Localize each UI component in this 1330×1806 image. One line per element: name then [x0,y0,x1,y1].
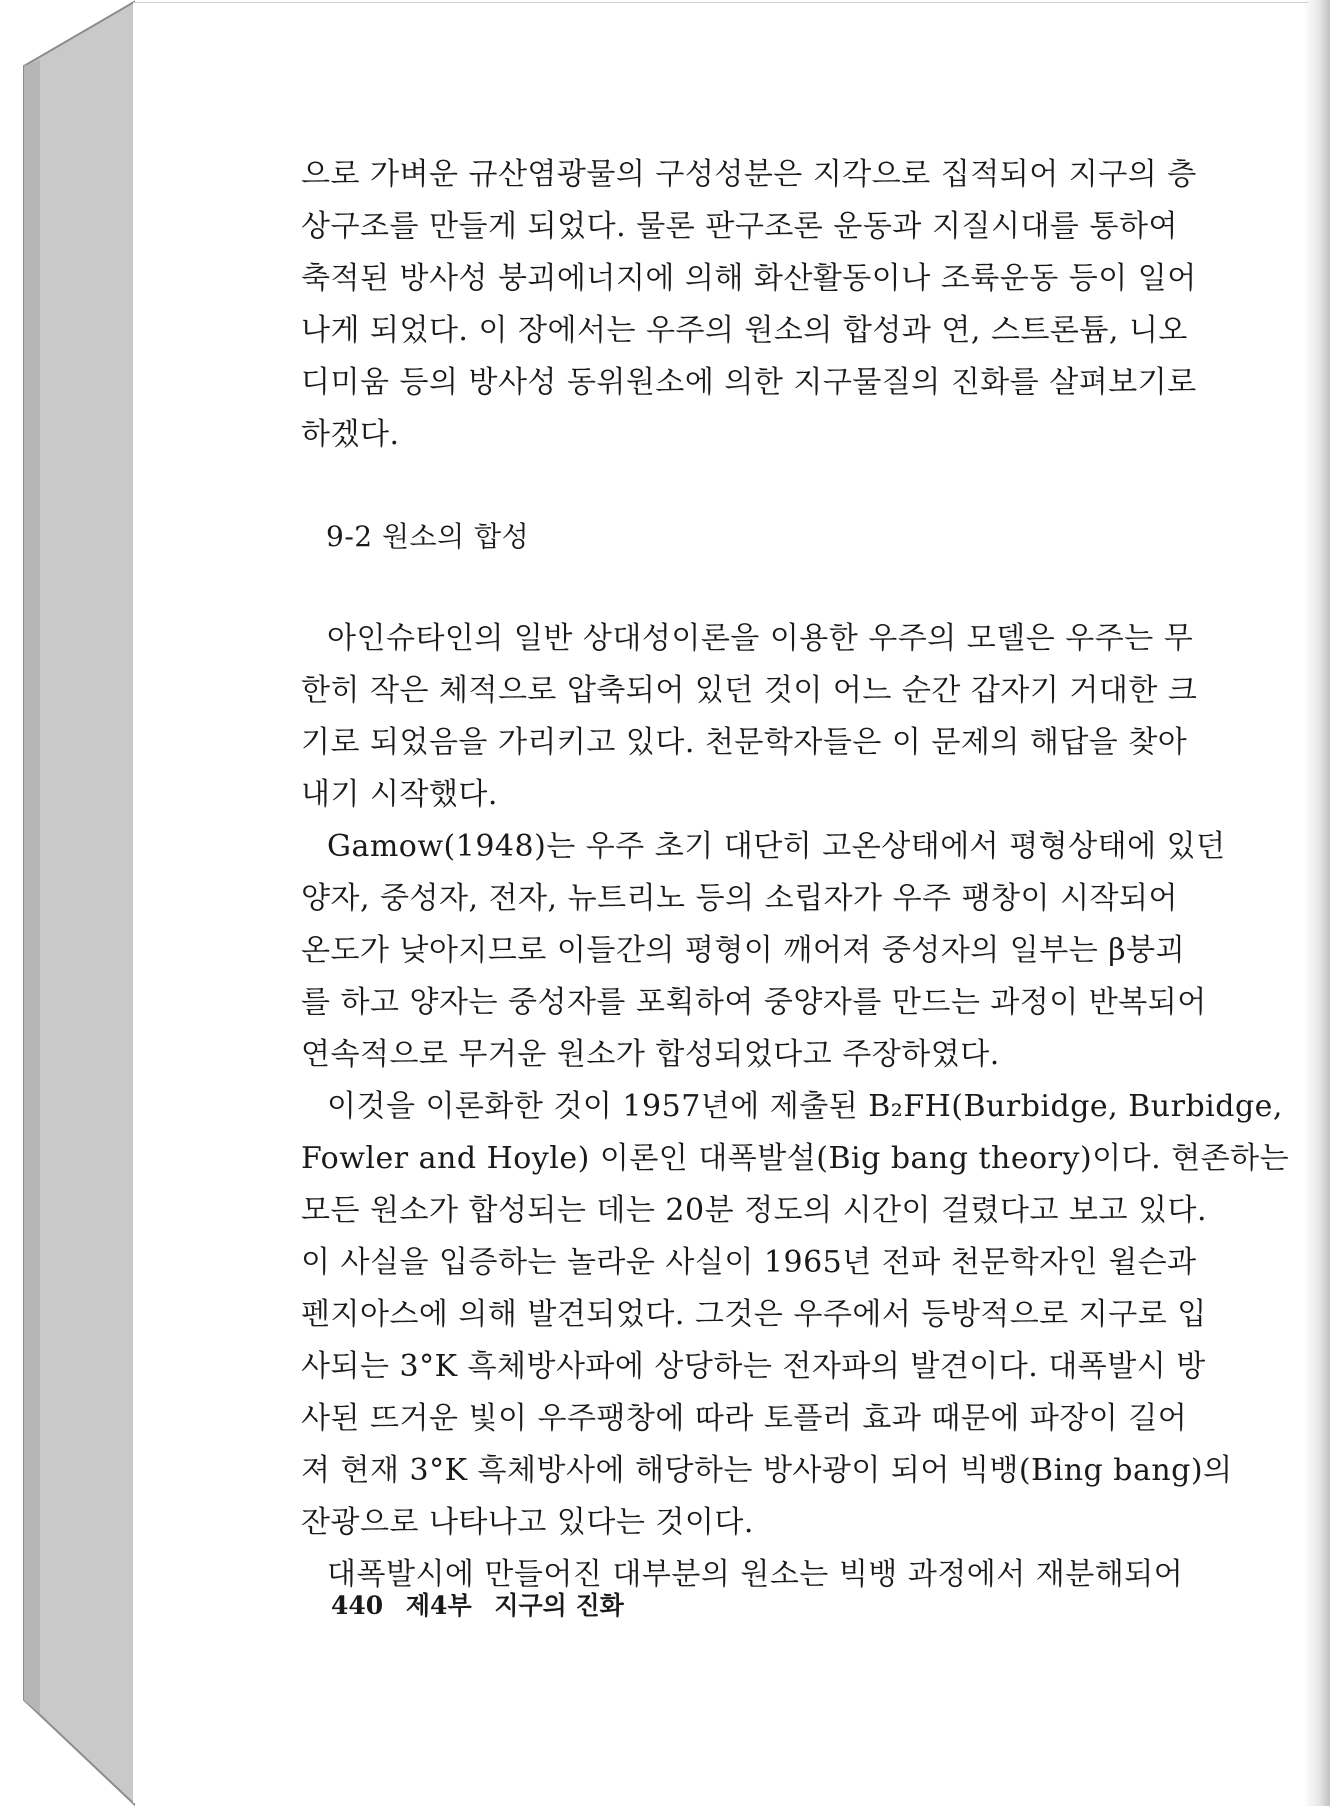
page-edge-shadow [1304,0,1330,1806]
text-line: 모든 원소가 합성되는 데는 20분 정도의 시간이 걸렸다고 보고 있다. [301,1193,1208,1228]
book-spine [0,0,150,1806]
text-line: 잔광으로 나타나고 있다는 것이다. [301,1505,754,1540]
text-line: 한히 작은 체적으로 압축되어 있던 것이 어느 순간 갑자기 거대한 크 [301,673,1198,708]
paragraph-2 [301,821,1226,1081]
text-line: 펜지아스에 의해 발견되었다. 그것은 우주에서 등방적으로 지구로 입 [301,1297,1207,1332]
text-line: 디미움 등의 방사성 동위원소에 의한 지구물질의 진화를 살펴보기로 [301,365,1197,400]
text-line: 나게 되었다. 이 장에서는 우주의 원소의 합성과 연, 스트론튬, 니오 [301,313,1188,348]
text-line: Gamow(1948)는 우주 초기 대단히 고온상태에서 평형상태에 있던 [327,829,1226,864]
text-line: 축적된 방사성 붕괴에너지에 의해 화산활동이나 조륙운동 등이 일어 [301,261,1197,296]
text-line: 연속적으로 무거운 원소가 합성되었다고 주장하였다. [301,1037,1000,1072]
page-number: 440 [331,1591,384,1620]
text-line: 져 현재 3°K 흑체방사에 해당하는 방사광이 되어 빅뱅(Bing bang)의 [301,1453,1233,1488]
text-line: 이것을 이론화한 것이 1957년에 제출된 B₂FH(Burbidge, Burbidge, [327,1089,1283,1124]
text-line: 대폭발시에 만들어진 대부분의 원소는 빅뱅 과정에서 재분해되어 [327,1557,1184,1592]
text-line: 양자, 중성자, 전자, 뉴트리노 등의 소립자가 우주 팽창이 시작되어 [301,881,1178,916]
text-line: 기로 되었음을 가리키고 있다. 천문학자들은 이 문제의 해답을 찾아 [301,725,1188,760]
text-line: 상구조를 만들게 되었다. 물론 판구조론 운동과 지질시대를 통하여 [301,209,1178,244]
page-footer [331,1586,638,1622]
part-label: 제4부 [405,1591,472,1620]
page-text [301,149,1290,1601]
part-title: 지구의 진화 [494,1591,624,1620]
text-line: 를 하고 양자는 중성자를 포획하여 중양자를 만드는 과정이 반복되어 [301,985,1207,1020]
text-line: 사되는 3°K 흑체방사파에 상당하는 전자파의 발견이다. 대폭발시 방 [301,1349,1206,1384]
text-line: 아인슈타인의 일반 상대성이론을 이용한 우주의 모델은 우주는 무 [327,621,1194,656]
text-line: Fowler and Hoyle) 이론인 대폭발설(Big bang theory)이다. 현존하는 [301,1141,1290,1176]
text-line: 으로 가벼운 규산염광물의 구성성분은 지각으로 집적되어 지구의 층 [301,157,1197,192]
text-line: 온도가 낮아지므로 이들간의 평형이 깨어져 중성자의 일부는 β붕괴 [301,933,1186,968]
text-line: 사된 뜨거운 빛이 우주팽창에 따라 토플러 효과 때문에 파장이 길어 [301,1401,1188,1436]
paragraph-1 [301,613,1198,821]
paragraph-3 [301,1081,1290,1549]
section-heading: 9-2 원소의 합성 [326,520,530,553]
text-line: 이 사실을 입증하는 놀라운 사실이 1965년 전파 천문학자인 윌슨과 [301,1245,1197,1280]
text-line: 하겠다. [301,417,400,452]
paragraph-intro [301,149,1197,461]
text-line: 내기 시작했다. [301,777,498,812]
